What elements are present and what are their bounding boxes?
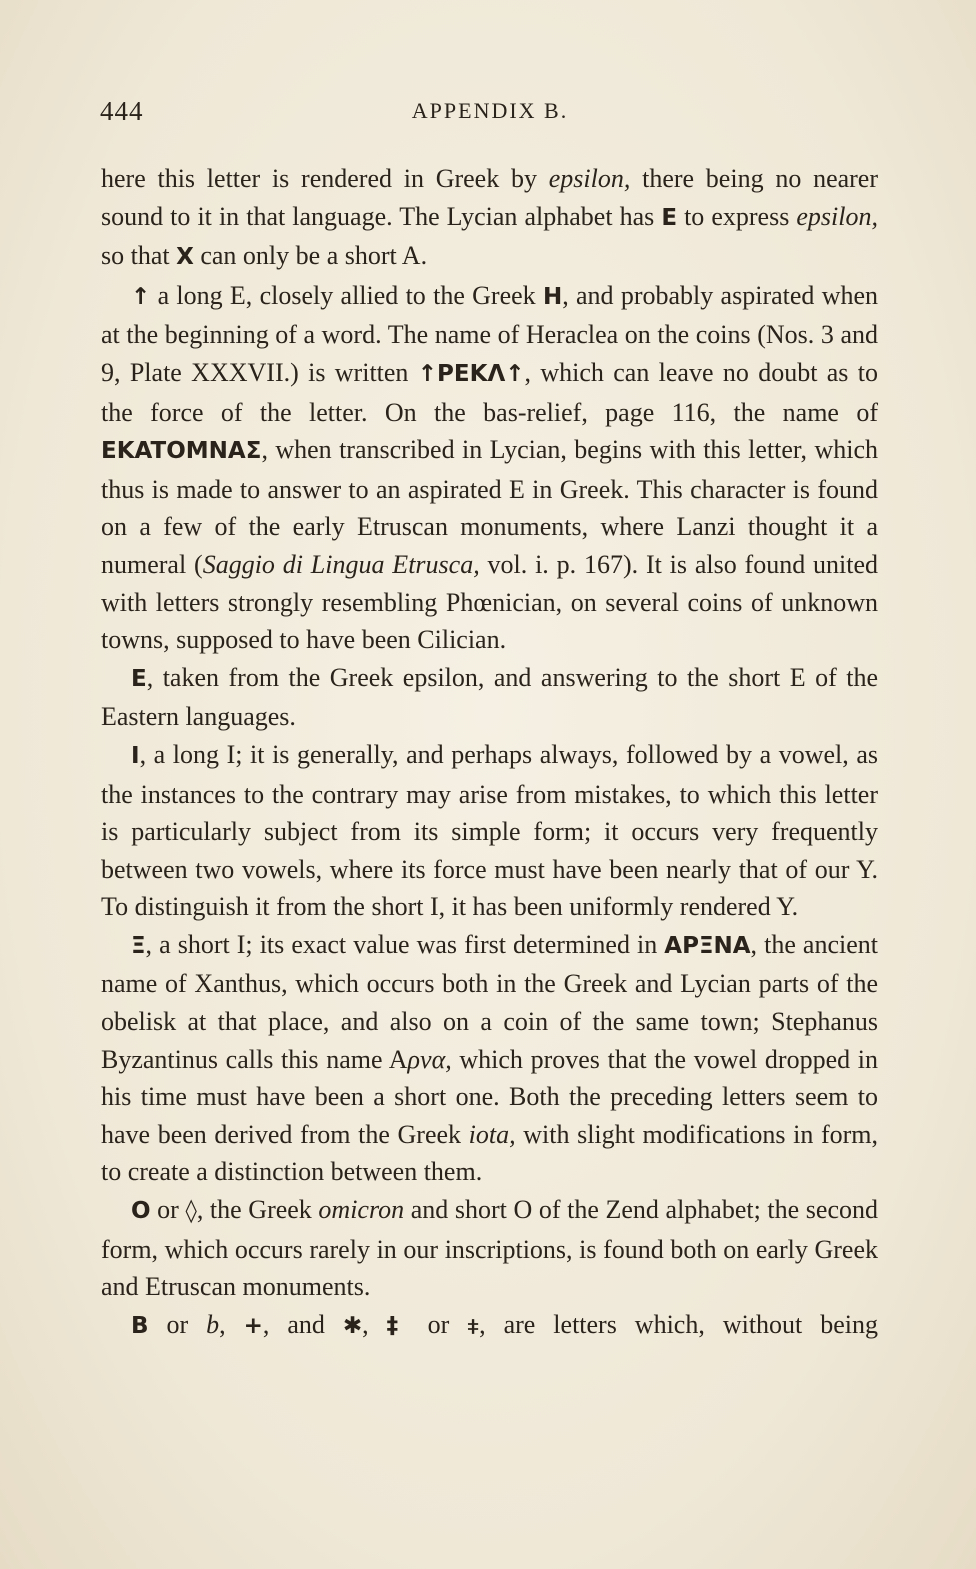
text-run: or bbox=[148, 1309, 207, 1339]
lycian-character: E bbox=[661, 204, 678, 231]
text-run: , the ancient name of Xanthus, which occurs both in the Greek and Lycian parts of the obelisk at that place, and also on a coin of the same town; Stephanus Byzantinus calls this name A bbox=[101, 929, 878, 1074]
lycian-character: I bbox=[131, 742, 140, 769]
italic-text: epsilon, bbox=[548, 164, 631, 193]
text-run: , taken from the Greek epsilon, and answering to the short E of the Eastern languages. bbox=[101, 662, 878, 732]
italic-text: iota, bbox=[468, 1119, 516, 1149]
lycian-character: ↑PEKΛ↑ bbox=[417, 360, 525, 387]
italic-text: b bbox=[206, 1309, 220, 1339]
body-text bbox=[101, 160, 878, 1345]
text-run: which proves that the vowel dropped in his time must have been a short one. Both the preceding letters seem to have been derived from the Greek bbox=[101, 1044, 879, 1149]
lycian-character: X bbox=[176, 244, 194, 271]
text-run: , when transcribed in Lycian, begins with this letter, which thus is made to answer to an aspirated E in Greek. This character is found on a few of the early Etruscan monuments, where Lanzi thought it a numeral ( bbox=[101, 435, 878, 579]
text-run: with slight modifications in form, to create a distinction between them. bbox=[101, 1119, 878, 1187]
lycian-character: ⧧ bbox=[467, 1312, 480, 1339]
paragraph bbox=[101, 659, 878, 736]
lycian-character: EKATOMNAΣ bbox=[101, 438, 262, 465]
lycian-character: ‡ bbox=[386, 1312, 410, 1339]
paragraph bbox=[101, 736, 878, 926]
lycian-character: ◊ bbox=[185, 1198, 197, 1225]
text-run: or bbox=[150, 1195, 186, 1225]
italic-text: epsilon, bbox=[796, 201, 878, 231]
page-header bbox=[100, 96, 880, 136]
paragraph bbox=[101, 160, 878, 277]
text-run: so that bbox=[101, 241, 177, 271]
lycian-character: B bbox=[131, 1312, 149, 1339]
italic-text: ρνα, bbox=[407, 1044, 452, 1074]
lycian-character: ✱ bbox=[342, 1312, 363, 1339]
lycian-character: Ξ bbox=[131, 932, 146, 959]
lycian-character: + bbox=[243, 1312, 263, 1339]
paragraph bbox=[101, 926, 878, 1191]
text-run: , bbox=[219, 1309, 244, 1339]
text-run: , a short I; its exact value was first determined in bbox=[145, 929, 665, 959]
text-run: here this letter is rendered in Greek by bbox=[101, 164, 549, 193]
text-run: or bbox=[409, 1309, 468, 1339]
text-run: , and probably aspirated when at the beginning of a word. The name of Heraclea on the coins (Nos. 3 and 9, Plate XXXVII.) is written bbox=[101, 280, 879, 387]
text-run: , are letters which, without being bbox=[479, 1309, 879, 1339]
paragraph bbox=[101, 1191, 878, 1306]
text-run: a long E, closely allied to the Greek bbox=[150, 280, 543, 310]
text-run: to express bbox=[677, 201, 797, 231]
lycian-character: APΞNA bbox=[664, 932, 751, 959]
text-run: , and bbox=[262, 1309, 343, 1339]
text-run: , a long I; it is generally, and perhaps always, followed by a vowel, as the instances to the contrary may arise from mistakes, to which this letter is particularly subject from its simple form; it occurs very frequently between two vowels, where its force must have been nearly that of our Y. To distinguish it from the short I, it has been uniformly rendered Y. bbox=[101, 739, 878, 922]
text-run: , which can leave no doubt as to the force of the letter. On the bas-relief, page 116, the name of bbox=[101, 357, 878, 427]
text-run: and short O of the Zend alphabet; the second form, which occurs rarely in our inscriptions, is found both on early Greek and Etruscan monuments. bbox=[101, 1195, 878, 1302]
running-head: APPENDIX B. bbox=[411, 98, 569, 123]
lycian-character: H bbox=[542, 283, 563, 310]
text-run: , the Greek bbox=[196, 1195, 319, 1225]
lycian-character: E bbox=[131, 665, 147, 692]
italic-text: Saggio di Lingua Etrusca, bbox=[202, 549, 480, 579]
text-run: there being no nearer sound to it in that language. The Lycian alphabet has bbox=[101, 164, 879, 231]
lycian-character: ↑ bbox=[131, 283, 151, 310]
text-run: vol. i. p. 167). It is also found united with letters strongly resembling Phœnician, on several coins of unknown towns, supposed to have been Cilician. bbox=[101, 549, 879, 655]
paragraph bbox=[101, 1306, 878, 1346]
text-run: can only be a short A. bbox=[193, 241, 428, 271]
page-number: 444 bbox=[100, 96, 144, 126]
lycian-character: O bbox=[131, 1198, 151, 1225]
italic-text: omicron bbox=[318, 1195, 405, 1225]
paragraph bbox=[101, 277, 878, 659]
text-run: , bbox=[362, 1309, 387, 1339]
